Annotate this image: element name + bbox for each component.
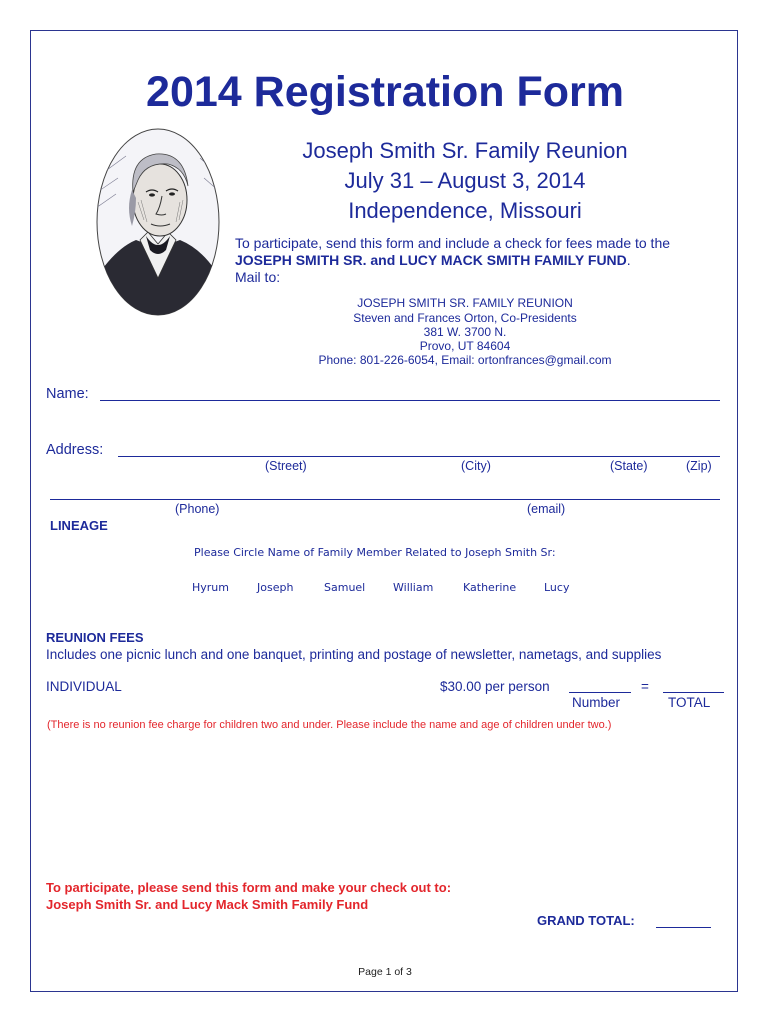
zip-label: (Zip): [686, 459, 712, 473]
lineage-member-hyrum[interactable]: Hyrum: [192, 581, 229, 594]
fees-heading: REUNION FEES: [46, 630, 144, 645]
lineage-member-william[interactable]: William: [393, 581, 434, 594]
fund-name: JOSEPH SMITH SR. and LUCY MACK SMITH FAMILY FUND: [235, 252, 627, 268]
event-location: Independence, Missouri: [348, 198, 582, 223]
grand-total-label: GRAND TOTAL:: [537, 913, 635, 928]
lineage-member-joseph[interactable]: Joseph: [257, 581, 294, 594]
fund-line: [235, 252, 631, 268]
mail-address-line-2: Steven and Frances Orton, Co-Presidents: [353, 311, 577, 325]
individual-label: INDIVIDUAL: [46, 679, 122, 694]
mail-to-label: Mail to:: [235, 269, 281, 285]
email-label: (email): [527, 502, 566, 516]
name-label: Name:: [46, 386, 89, 402]
lineage-member-lucy[interactable]: Lucy: [544, 581, 570, 594]
lineage-heading: LINEAGE: [50, 518, 108, 533]
fund-period: .: [626, 252, 631, 268]
lineage-instruction: Please Circle Name of Family Member Related to Joseph Smith Sr:: [194, 546, 556, 559]
total-field[interactable]: [663, 692, 724, 693]
phone-email-field[interactable]: [50, 499, 720, 500]
event-dates: July 31 – August 3, 2014: [344, 168, 586, 193]
event-name: Joseph Smith Sr. Family Reunion: [302, 138, 628, 163]
mail-address-line-4: Provo, UT 84604: [419, 339, 511, 353]
page-title: 2014 Registration Form: [146, 68, 624, 116]
address-field[interactable]: [118, 456, 720, 457]
address-label: Address:: [46, 442, 104, 458]
number-label: Number: [572, 695, 621, 710]
instructions-line: To participate, send this form and include a check for fees made to the: [235, 235, 671, 251]
city-label: (City): [461, 459, 491, 473]
street-label: (Street): [265, 459, 307, 473]
lineage-member-katherine[interactable]: Katherine: [463, 581, 517, 594]
fees-includes: Includes one picnic lunch and one banquet, printing and postage of newsletter, nametags, and supplies: [46, 647, 662, 662]
phone-label: (Phone): [175, 502, 220, 516]
grand-total-field[interactable]: [656, 927, 711, 928]
mail-address-line-3: 381 W. 3700 N.: [423, 325, 507, 339]
price-label: $30.00 per person: [440, 679, 550, 694]
state-label: (State): [610, 459, 648, 473]
footer-instruction: To participate, please send this form and make your check out to:: [46, 880, 452, 895]
lineage-member-samuel[interactable]: Samuel: [324, 581, 366, 594]
mail-address-line-5: Phone: 801-226-6054, Email: ortonfrances@gmail.com: [318, 353, 612, 367]
children-note: (There is no reunion fee charge for children two and under. Please include the name and age of children under two.): [47, 719, 612, 731]
total-label: TOTAL: [668, 695, 711, 710]
number-field[interactable]: [569, 692, 631, 693]
page-number: Page 1 of 3: [358, 966, 412, 978]
footer-fund-name: Joseph Smith Sr. and Lucy Mack Smith Family Fund: [46, 897, 369, 912]
portrait-illustration: [96, 128, 220, 316]
equals-sign: =: [641, 679, 649, 694]
name-field[interactable]: [100, 400, 720, 401]
mail-address-line-1: JOSEPH SMITH SR. FAMILY REUNION: [357, 296, 573, 310]
